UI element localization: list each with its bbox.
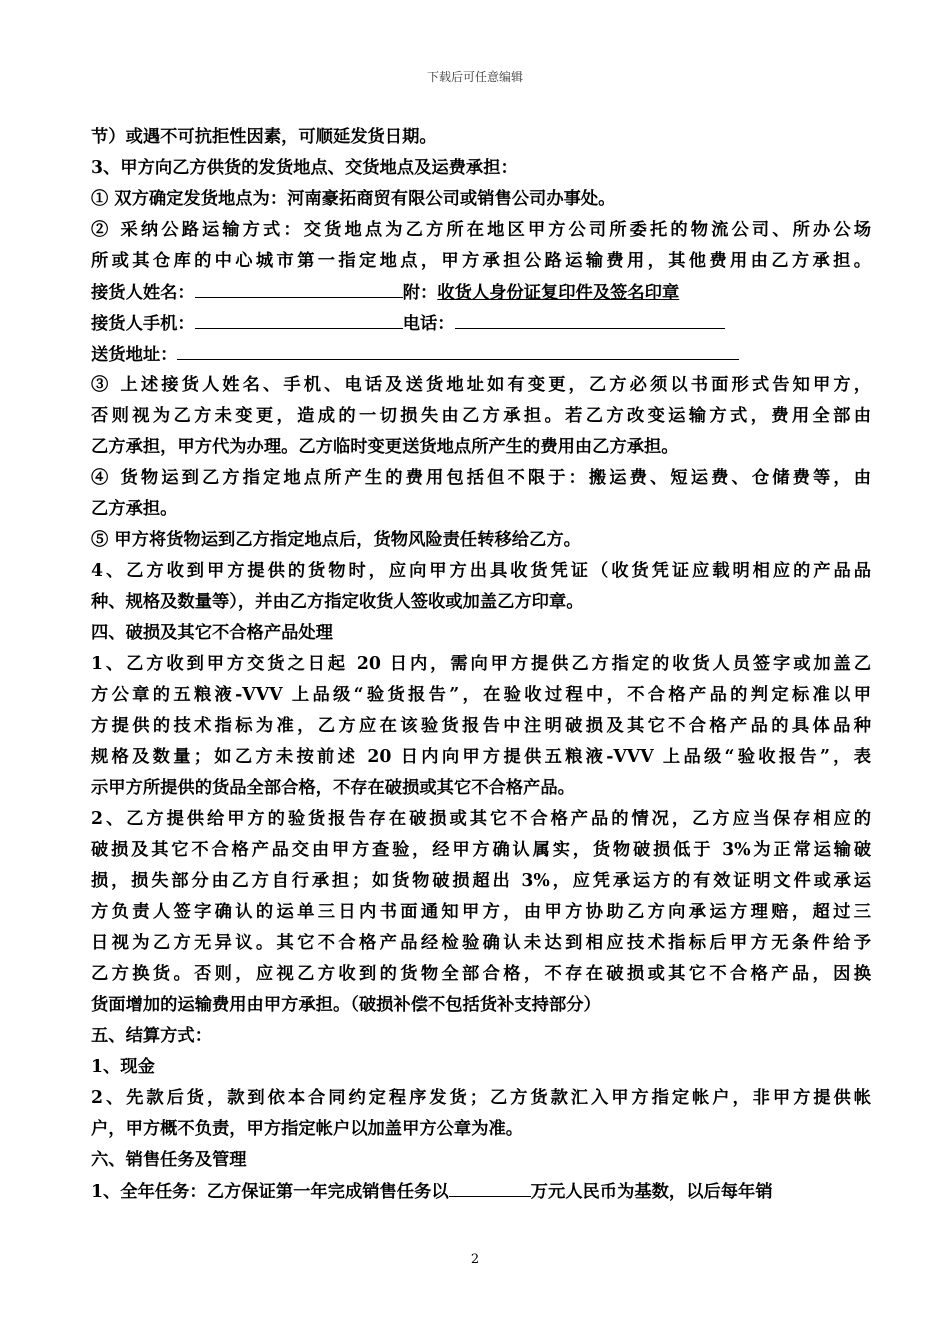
attach-label: 附： xyxy=(402,283,438,303)
address-label: 送货地址： xyxy=(91,345,178,365)
text-line: 种、规格及数量等），并由乙方指定收货人签收或加盖乙方印章。 xyxy=(91,592,584,612)
text-line: ⑤ 甲方将货物运到乙方指定地点后，货物风险责任转移给乙方。 xyxy=(91,530,581,550)
text-line: 1、乙方收到甲方交货之日起 20 日内，需向甲方提供乙方指定的收货人员签字或加盖乙 xyxy=(91,654,871,674)
section-heading: 五、结算方式： xyxy=(91,1026,212,1046)
text-line: 节）或遇不可抗拒性因素，可顺延发货日期。 xyxy=(91,127,437,147)
text-line: 损，损失部分由乙方自行承担；如货物破损超出 3%，应凭承运方的有效证明文件或承运 xyxy=(91,871,871,891)
tel-field[interactable] xyxy=(455,308,725,329)
receiver-name-label: 接货人姓名： xyxy=(91,283,195,303)
text-line: 乙方承担。 xyxy=(91,499,178,519)
text-line: 方公章的五粮液-VVV 上品级“验货报告”，在验收过程中，不合格产品的判定标准以甲 xyxy=(91,685,871,705)
address-field[interactable] xyxy=(177,339,739,360)
text-line: 示甲方所提供的货品全部合格，不存在破损或其它不合格产品。 xyxy=(91,778,575,798)
text-line: 规格及数量；如乙方未按前述 20 日内向甲方提供五粮液-VVV 上品级“验收报告”，表 xyxy=(91,747,871,767)
text-line: ③ 上述接货人姓名、手机、电话及送货地址如有变更，乙方必须以书面形式告知甲方， xyxy=(91,375,871,395)
receiver-name-row xyxy=(91,277,871,308)
text-line: 方提供的技术指标为准，乙方应在该验货报告中注明破损及其它不合格产品的具体品种 xyxy=(91,716,871,736)
section-heading: 四、破损及其它不合格产品处理 xyxy=(91,623,333,643)
text-line: 日视为乙方无异议。其它不合格产品经检验确认未达到相应技术指标后甲方无条件给予 xyxy=(91,933,871,953)
text-line: 乙方换货。否则，应视乙方收到的货物全部合格，不存在破损或其它不合格产品，因换 xyxy=(91,964,871,984)
text-line: 所或其仓库的中心城市第一指定地点，甲方承担公路运输费用，其他费用由乙方承担。 xyxy=(91,251,871,271)
text-line: 2、乙方提供给甲方的验货报告存在破损或其它不合格产品的情况，乙方应当保存相应的 xyxy=(91,809,871,829)
text-line: 户，甲方概不负责，甲方指定帐户以加盖甲方公章为准。 xyxy=(91,1119,524,1139)
text-line: 2、先款后货，款到依本合同约定程序发货；乙方货款汇入甲方指定帐户，非甲方提供帐 xyxy=(91,1088,871,1108)
text-line: 3、甲方向乙方供货的发货地点、交货地点及运费承担： xyxy=(91,158,518,178)
annual-task-text-before: 1、全年任务：乙方保证第一年完成销售任务以 xyxy=(91,1182,449,1202)
page-number: 2 xyxy=(470,1252,480,1267)
receiver-phone-field[interactable] xyxy=(195,308,403,329)
text-line: 方负责人签字确认的运单三日内书面通知甲方，由甲方协助乙方向承运方理赔，超过三 xyxy=(91,902,871,922)
section-heading: 六、销售任务及管理 xyxy=(91,1150,247,1170)
page-header: 下载后可任意编辑 xyxy=(426,70,523,84)
annual-task-text-after: 万元人民币为基数，以后每年销 xyxy=(530,1182,773,1202)
receiver-phone-row xyxy=(91,308,871,339)
text-line: 货面增加的运输费用由甲方承担。（破损补偿不包括货补支持部分） xyxy=(91,995,601,1015)
text-line: 4、乙方收到甲方提供的货物时，应向甲方出具收货凭证（收货凭证应载明相应的产品品 xyxy=(91,561,871,581)
attach-text: 收货人身份证复印件及签名印章 xyxy=(437,283,680,303)
receiver-name-field[interactable] xyxy=(195,277,403,298)
receiver-phone-label: 接货人手机： xyxy=(91,314,195,334)
text-line: ① 双方确定发货地点为：河南豪拓商贸有限公司或销售公司办事处。 xyxy=(91,189,616,209)
address-row xyxy=(91,339,871,370)
text-line: 否则视为乙方未变更，造成的一切损失由乙方承担。若乙方改变运输方式，费用全部由 xyxy=(91,406,871,426)
text-line: 破损及其它不合格产品交由甲方查验，经甲方确认属实，货物破损低于 3%为正常运输破 xyxy=(91,840,871,860)
annual-task-row xyxy=(91,1176,871,1207)
text-line: ② 采纳公路运输方式：交货地点为乙方所在地区甲方公司所委托的物流公司、所办公场 xyxy=(91,220,871,240)
annual-task-amount-field[interactable] xyxy=(449,1176,531,1197)
text-line: 乙方承担，甲方代为办理。乙方临时变更送货地点所产生的费用由乙方承担。 xyxy=(91,437,679,457)
text-line: 1、现金 xyxy=(91,1057,155,1077)
document-body xyxy=(91,122,871,1207)
tel-label: 电话： xyxy=(402,314,455,334)
text-line: ④ 货物运到乙方指定地点所产生的费用包括但不限于：搬运费、短运费、仓储费等，由 xyxy=(91,468,871,488)
